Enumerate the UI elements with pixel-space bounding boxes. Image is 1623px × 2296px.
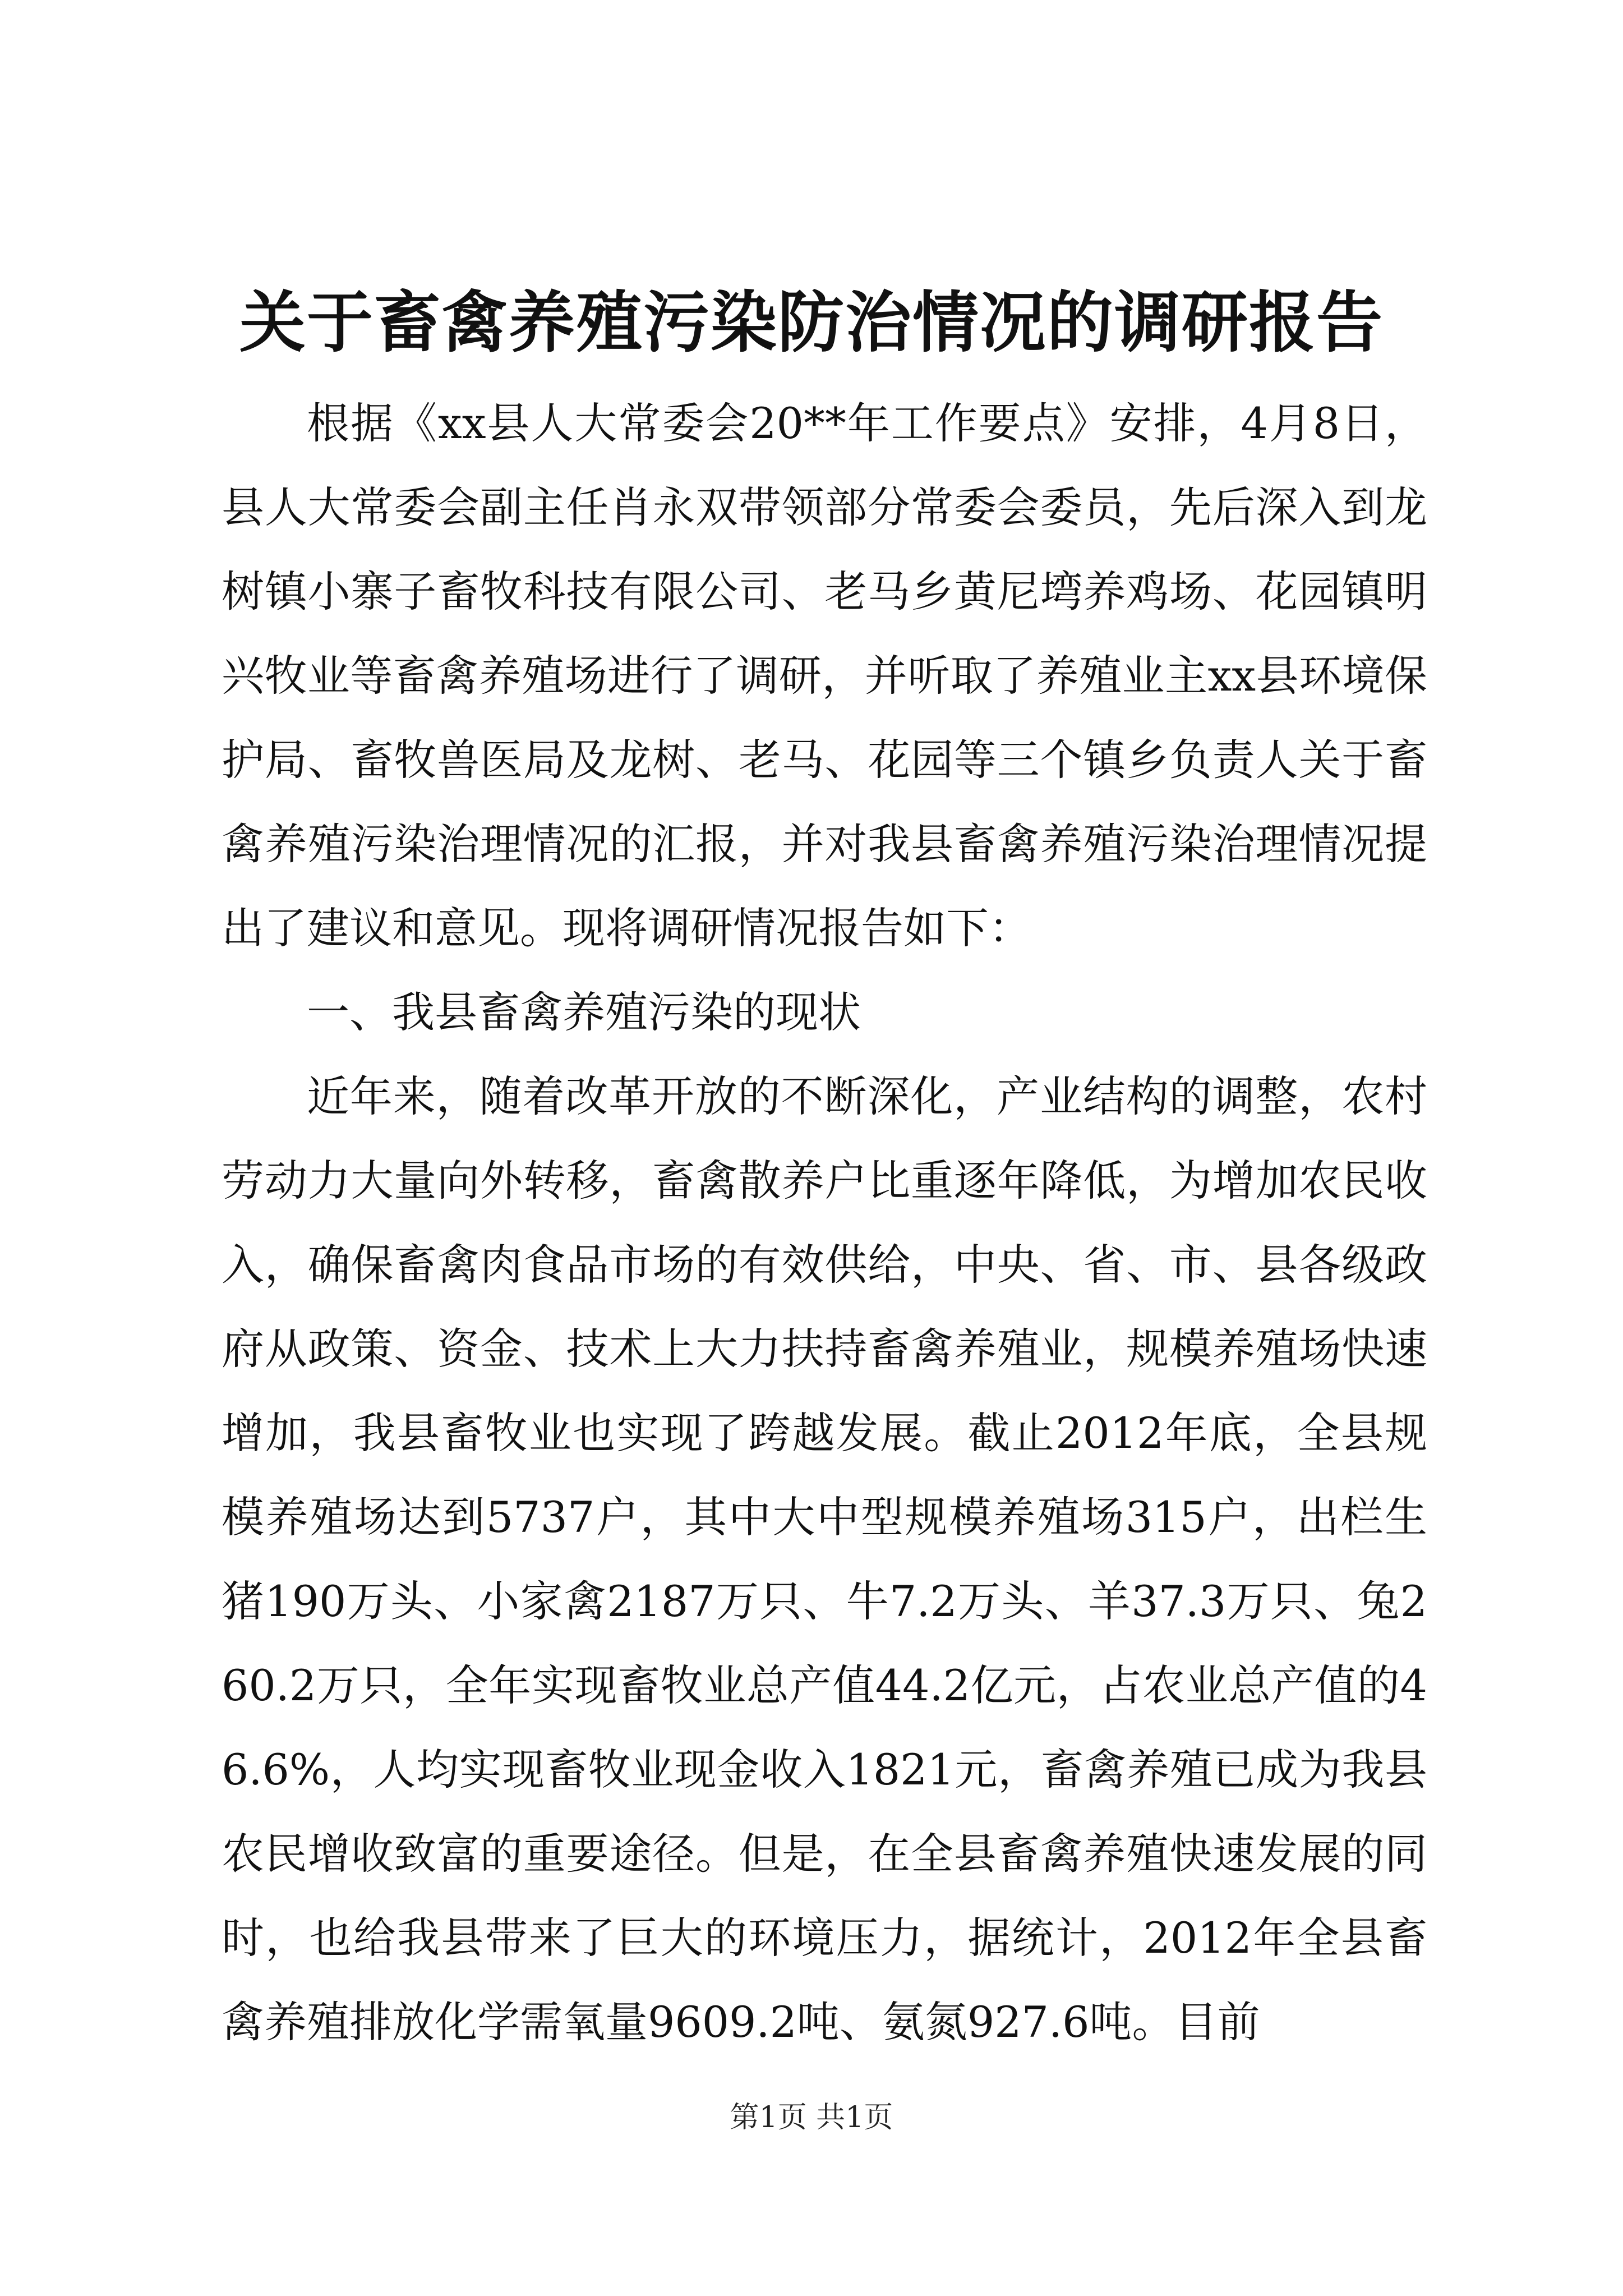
- section-heading: 一、我县畜禽养殖污染的现状: [307, 987, 861, 1037]
- page-footer: 第1页 共1页: [730, 2101, 893, 2134]
- document-body: [222, 381, 1427, 2064]
- intro-paragraph: 根据《xx县人大常委会20**年工作要点》安排，4月8日，县人大常委会副主任肖永双带领部分常委会委员，先后深入到龙树镇小寨子畜牧科技有限公司、老马乡黄尼塆养鸡场、花园镇明兴牧业等畜禽养殖场进行了调研，并听取了养殖业主xx县环境保护局、畜牧兽医局及龙树、老马、花园等三个镇乡负责人关于畜禽养殖污染治理情况的汇报，并对我县畜禽养殖污染治理情况提出了建议和意见。现将调研情况报告如下：: [222, 398, 1427, 953]
- document-title: 关于畜禽养殖污染防治情况的调研报告: [239, 283, 1384, 361]
- status-paragraph: 近年来，随着改革开放的不断深化，产业结构的调整，农村劳动力大量向外转移，畜禽散养户比重逐年降低，为增加农民收入，确保畜禽肉食品市场的有效供给，中央、省、市、县各级政府从政策、资金、技术上大力扶持畜禽养殖业，规模养殖场快速增加，我县畜牧业也实现了跨越发展。截止2012年底，全县规模养殖场达到5737户，其中大中型规模养殖场315户，出栏生猪190万头、小家禽2187万只、牛7.2万头、羊37.3万只、兔260.2万只，全年实现畜牧业总产值44.2亿元，占农业总产值的46.6%，人均实现畜牧业现金收入1821元，畜禽养殖已成为我县农民增收致富的重要途径。但是，在全县畜禽养殖快速发展的同时，也给我县带来了巨大的环境压力，据统计，2012年全县畜禽养殖排放化学需氧量9609.2吨、氨氮927.6吨。目前: [222, 1071, 1427, 2047]
